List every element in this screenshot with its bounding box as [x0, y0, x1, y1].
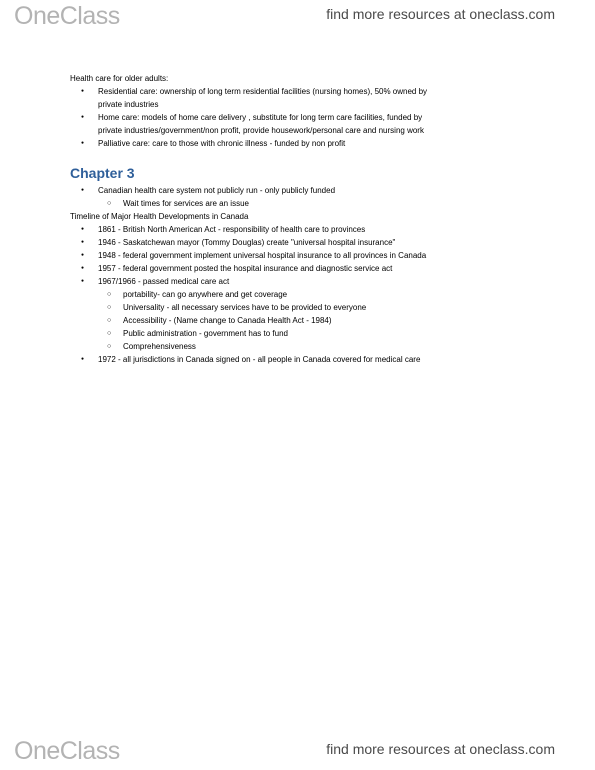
list-item-line: ● Residential care: ownership of long term residential facilities (nursing homes), 50% owned by [98, 87, 428, 96]
timeline-list [70, 223, 540, 288]
sub-list-item: ○ Universality - all necessary services have to be provided to everyone [70, 301, 540, 314]
sub-list-item: ○ Comprehensiveness [70, 340, 540, 353]
timeline-list-continued [70, 353, 540, 366]
timeline-item: ● 1948 - federal government implement universal hospital insurance to all provinces in Canada [70, 249, 540, 262]
chapter-sublist [70, 197, 540, 210]
list-item [70, 111, 540, 137]
oneclass-logo [14, 2, 120, 31]
list-item [70, 137, 540, 150]
sub-list-item: ○ Wait times for services are an issue [70, 197, 540, 210]
list-item-line: private industries/government/non profit, provide housework/personal care and nursing work [98, 126, 424, 135]
sub-list-item: ○ Accessibility - (Name change to Canada Health Act - 1984) [70, 314, 540, 327]
logo-text: OneClass [14, 737, 120, 765]
list-item-line: private industries [98, 100, 159, 109]
chapter-list [70, 184, 540, 197]
section-label-older-adults: Health care for older adults: [70, 74, 169, 83]
find-more-resources-link[interactable]: find more resources at oneclass.com [326, 6, 555, 22]
logo-text: OneClass [14, 2, 120, 30]
timeline-item: ● 1967/1966 - passed medical care act [70, 275, 540, 288]
oneclass-logo [14, 737, 120, 766]
older-adults-list [70, 85, 540, 150]
list-item: ● Canadian health care system not publicly run - only publicly funded [70, 184, 540, 197]
list-item-line: ● Palliative care: care to those with chronic illness - funded by non profit [98, 139, 346, 148]
find-more-resources-link[interactable]: find more resources at oneclass.com [326, 741, 555, 757]
timeline-item: ● 1957 - federal government posted the hospital insurance and diagnostic service act [70, 262, 540, 275]
timeline-item: ● 1861 - British North American Act - responsibility of health care to provinces [70, 223, 540, 236]
document-body [70, 72, 540, 366]
timeline-item: ● 1946 - Saskatchewan mayor (Tommy Douglas) create "universal hospital insurance" [70, 236, 540, 249]
chapter-heading: Chapter 3 [70, 165, 135, 181]
section-label-timeline: Timeline of Major Health Developments in Canada [70, 212, 249, 221]
list-item [70, 85, 540, 111]
sub-list-item: ○ Public administration - government has to fund [70, 327, 540, 340]
sub-list-item: ○ portability- can go anywhere and get coverage [70, 288, 540, 301]
act-principles-list [70, 288, 540, 353]
timeline-item: ● 1972 - all jurisdictions in Canada signed on - all people in Canada covered for medical care [70, 353, 540, 366]
list-item-line: ● Home care: models of home care delivery , substitute for long term care facilities, funded by [98, 113, 423, 122]
